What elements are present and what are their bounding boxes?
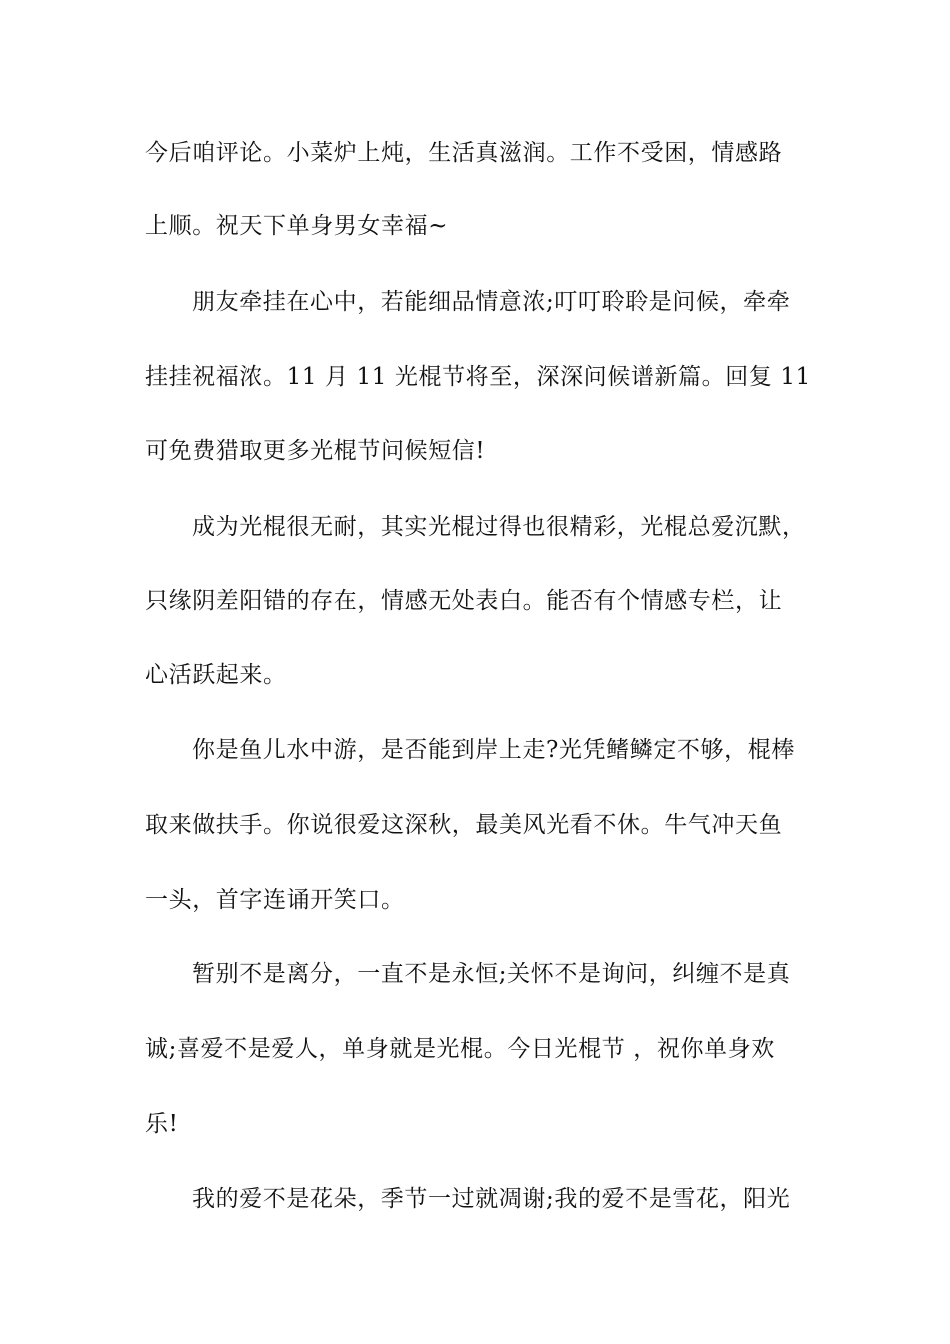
paragraph-first-line: 成为光棍很无耐，其实光棍过得也很精彩，光棍总爱沉默， xyxy=(192,514,806,540)
paragraph-first-line: 暂别不是离分，一直不是永恒;关怀不是询问，纠缠不是真 xyxy=(192,961,791,987)
text-line: 今后咱评论。小菜炉上炖，生活真滋润。工作不受困，情感路 xyxy=(145,140,783,166)
text-line: 诚;喜爱不是爱人，单身就是光棍。今日光棍节 ，祝你单身欢 xyxy=(145,1036,775,1062)
text-line: 心活跃起来。 xyxy=(145,662,287,688)
text-line: 一头，首字连诵开笑口。 xyxy=(145,887,405,913)
text-line: 只缘阴差阳错的存在，情感无处表白。能否有个情感专栏，让 xyxy=(145,588,783,614)
text-line: 挂挂祝福浓。11 月 11 光棍节将至，深深问候谱新篇。回复 11 xyxy=(145,364,811,390)
text-line: 乐! xyxy=(145,1111,179,1137)
paragraph-first-line: 朋友牵挂在心中，若能细品情意浓;叮叮聆聆是问候，牵牵 xyxy=(192,289,791,315)
paragraph-first-line: 我的爱不是花朵，季节一过就凋谢;我的爱不是雪花，阳光 xyxy=(192,1186,791,1212)
paragraph-first-line: 你是鱼儿水中游，是否能到岸上走?光凭鳍鳞定不够，棍棒 xyxy=(192,737,795,763)
text-line: 取来做扶手。你说很爱这深秋，最美风光看不休。牛气冲天鱼 xyxy=(145,812,783,838)
text-line: 可免费猎取更多光棍节问候短信! xyxy=(145,438,486,464)
text-line: 上顺。祝天下单身男女幸福~ xyxy=(145,213,449,239)
